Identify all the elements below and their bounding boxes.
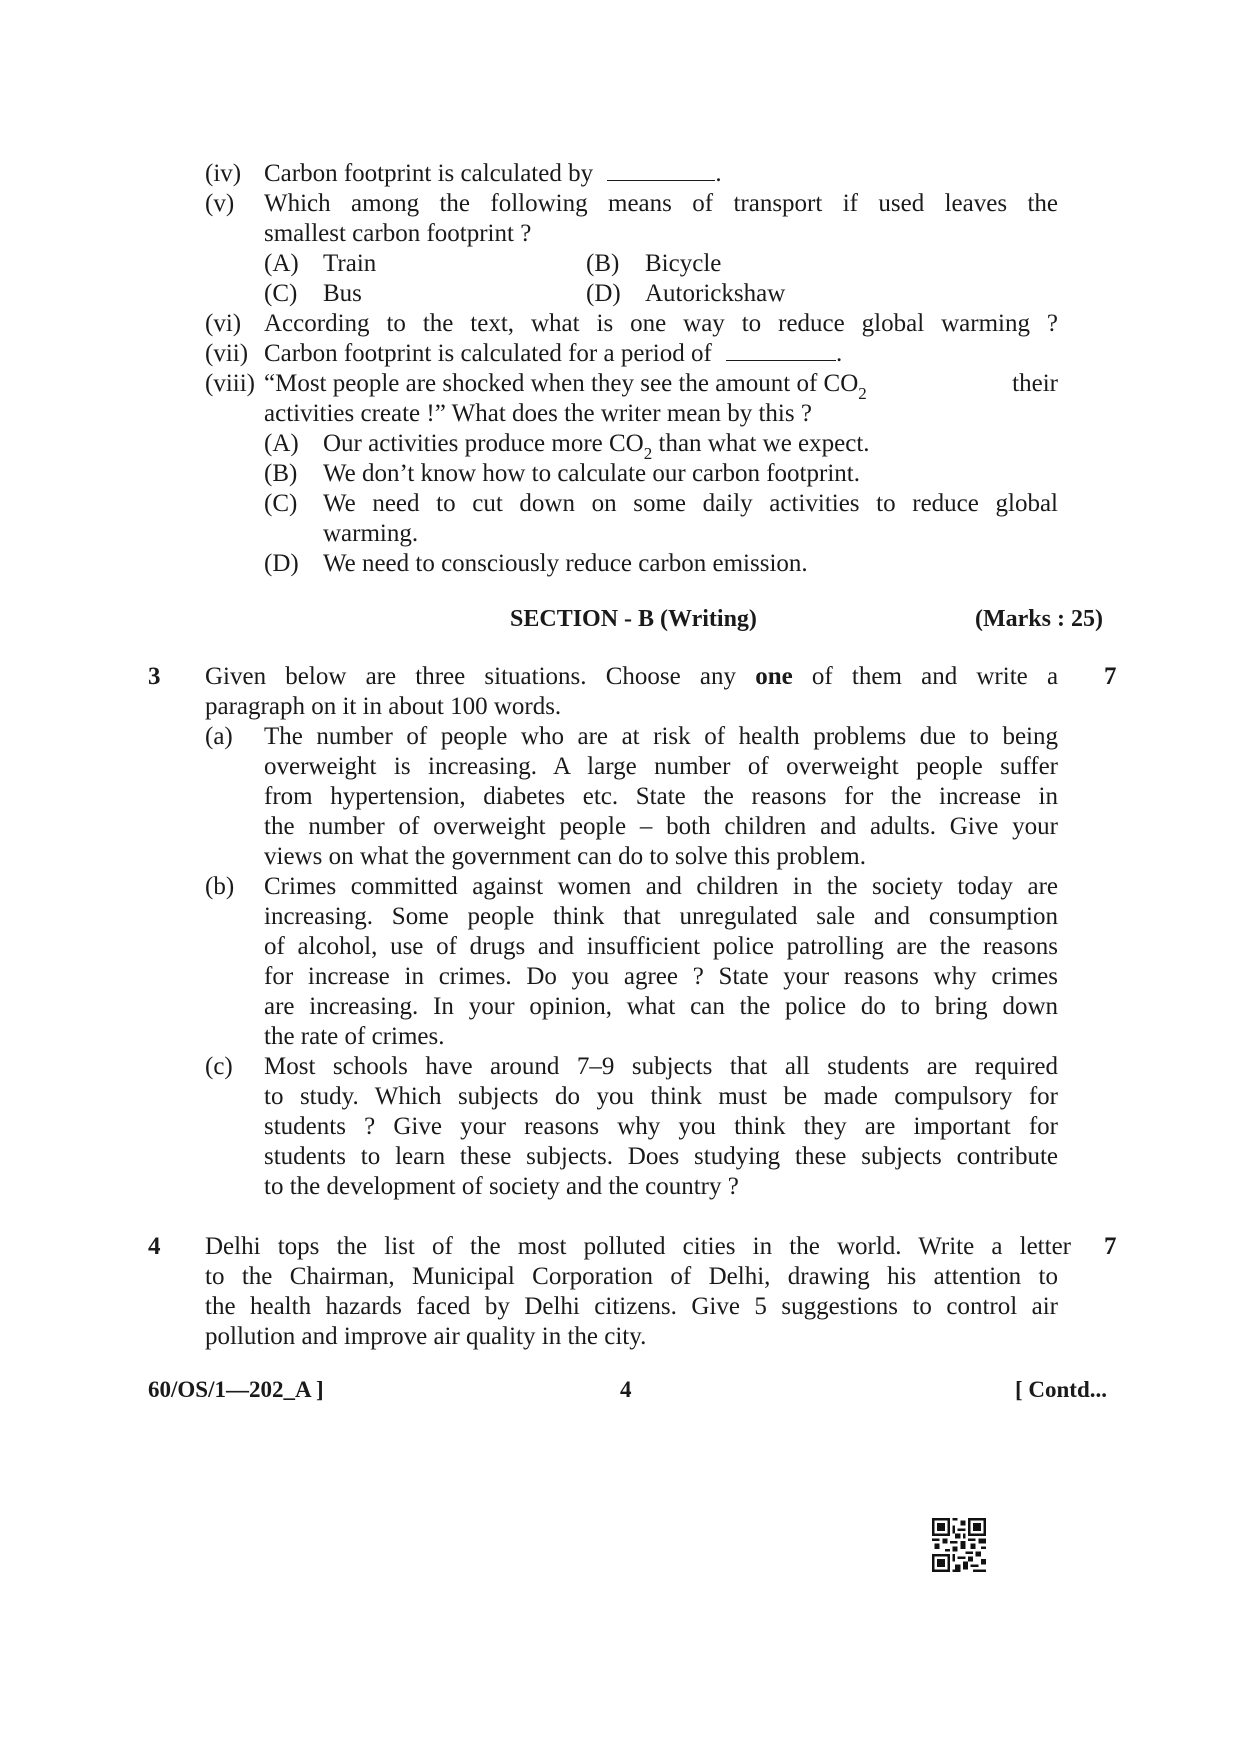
- q4-number: 4: [148, 1233, 161, 1260]
- q3-a-line: the number of overweight people – both children and adults. Give your: [264, 813, 1058, 840]
- q3-b-label: (b): [205, 873, 235, 900]
- q3-a-line: The number of people who are at risk of health problems due to being: [264, 723, 1058, 750]
- q3-b-line: for increase in crimes. Do you agree ? State your reasons why crimes: [264, 963, 1058, 990]
- q3-a-label: (a): [205, 723, 233, 750]
- q2-vii-num: (vii): [205, 340, 249, 367]
- q3-line1-a: Given below are three situations. Choose any: [205, 663, 736, 690]
- q3-a-line: overweight is increasing. A large number of overweight people suffer: [264, 753, 1058, 780]
- q2-v-opt-b: Bicycle: [645, 250, 722, 277]
- qr-code-icon: [932, 1518, 986, 1572]
- q3-line2: paragraph on it in about 100 words.: [205, 693, 562, 720]
- q2-vi-text: According to the text, what is one way to reduce global warming ?: [264, 310, 1058, 337]
- q2-iv-end: .: [715, 160, 722, 187]
- q4-line: to the Chairman, Municipal Corporation of Delhi, drawing his attention to: [205, 1263, 1058, 1290]
- q3-line1-b: of them and write a: [811, 663, 1059, 690]
- q3-number: 3: [148, 663, 161, 690]
- q2-viii-text-b: their: [1012, 370, 1058, 397]
- q2-v-opt-a-label: (A): [264, 250, 299, 277]
- paper-code: 60/OS/1—202_A ]: [148, 1377, 324, 1402]
- q3-c-line: to the development of society and the country ?: [264, 1173, 739, 1200]
- section-b-title: SECTION - B (Writing): [510, 606, 757, 632]
- q2-v-opt-c-label: (C): [264, 280, 298, 307]
- q2-iv-num: (iv): [205, 160, 242, 187]
- q3-line1-bold: one: [755, 663, 793, 690]
- q2-viii-opt-b: We don’t know how to calculate our carbon footprint.: [323, 460, 860, 487]
- q2-v-line1: Which among the following means of transport if used leaves the: [264, 190, 1058, 217]
- q2-v-opt-a: Train: [323, 250, 377, 277]
- q3-c-line: students to learn these subjects. Does studying these subjects contribute: [264, 1143, 1058, 1170]
- q2-viii-opt-a-text-a: Our activities produce more CO: [323, 430, 644, 457]
- q2-viii-opt-a-text-b: than what we expect.: [658, 430, 870, 457]
- q3-marks: 7: [1104, 663, 1117, 690]
- q2-viii-opt-a-label: (A): [264, 430, 299, 457]
- q2-vii-end: .: [836, 340, 843, 367]
- q3-a-line: from hypertension, diabetes etc. State the reasons for the increase in: [264, 783, 1058, 810]
- q2-viii-opt-c-line2: warming.: [323, 520, 419, 547]
- answer-blank: [607, 158, 715, 181]
- q3-c-line: students ? Give your reasons why you think they are important for: [264, 1113, 1058, 1140]
- q3-c-line: Most schools have around 7–9 subjects that all students are required: [264, 1053, 1058, 1080]
- answer-blank: [726, 338, 836, 361]
- q3-a-line: views on what the government can do to solve this problem.: [264, 843, 866, 870]
- q2-viii-opt-c-line1: We need to cut down on some daily activities to reduce global: [323, 490, 1058, 517]
- q2-vi-num: (vi): [205, 310, 242, 337]
- q3-b-line: of alcohol, use of drugs and insufficient police patrolling are the reasons: [264, 933, 1058, 960]
- q2-v-opt-c: Bus: [323, 280, 362, 307]
- contd-label: [ Contd...: [1015, 1377, 1108, 1402]
- q3-b-line: the rate of crimes.: [264, 1023, 445, 1050]
- q3-b-line: Crimes committed against women and children in the society today are: [264, 873, 1058, 900]
- q2-viii-opt-b-label: (B): [264, 460, 298, 487]
- q3-b-line: are increasing. In your opinion, what can the police do to bring down: [264, 993, 1058, 1020]
- q2-viii-num: (viii): [205, 370, 255, 397]
- q4-line: the health hazards faced by Delhi citizens. Give 5 suggestions to control air: [205, 1293, 1058, 1320]
- subscript-2: 2: [643, 444, 653, 463]
- q2-viii-text-a: “Most people are shocked when they see the amount of CO: [264, 370, 859, 397]
- q2-v-opt-d: Autorickshaw: [645, 280, 786, 307]
- q2-vii-text: [264, 337, 842, 371]
- q2-viii-line2: activities create !” What does the writer mean by this ?: [264, 400, 812, 427]
- q2-v-line2: smallest carbon footprint ?: [264, 220, 532, 247]
- q2-iv-stem: Carbon footprint is calculated by: [264, 160, 594, 187]
- q2-v-opt-b-label: (B): [586, 250, 620, 277]
- q2-v-num: (v): [205, 190, 235, 217]
- q4-marks: 7: [1104, 1233, 1117, 1260]
- q3-c-label: (c): [205, 1053, 233, 1080]
- q4-line: Delhi tops the list of the most polluted cities in the world. Write a letter: [205, 1233, 1071, 1260]
- section-b-marks: (Marks : 25): [975, 606, 1103, 632]
- q2-viii-opt-d: We need to consciously reduce carbon emission.: [323, 550, 808, 577]
- q2-viii-opt-c-label: (C): [264, 490, 298, 517]
- q2-iv-text: [264, 157, 722, 191]
- q2-v-opt-d-label: (D): [586, 280, 621, 307]
- q2-vii-stem: Carbon footprint is calculated for a period of: [264, 340, 712, 367]
- q3-c-line: to study. Which subjects do you think must be made compulsory for: [264, 1083, 1058, 1110]
- q3-line1: [205, 660, 1058, 694]
- q4-line: pollution and improve air quality in the city.: [205, 1323, 647, 1350]
- page-number: 4: [620, 1377, 632, 1402]
- q2-viii-opt-d-label: (D): [264, 550, 299, 577]
- q3-b-line: increasing. Some people think that unregulated sale and consumption: [264, 903, 1058, 930]
- subscript-2: 2: [858, 384, 867, 403]
